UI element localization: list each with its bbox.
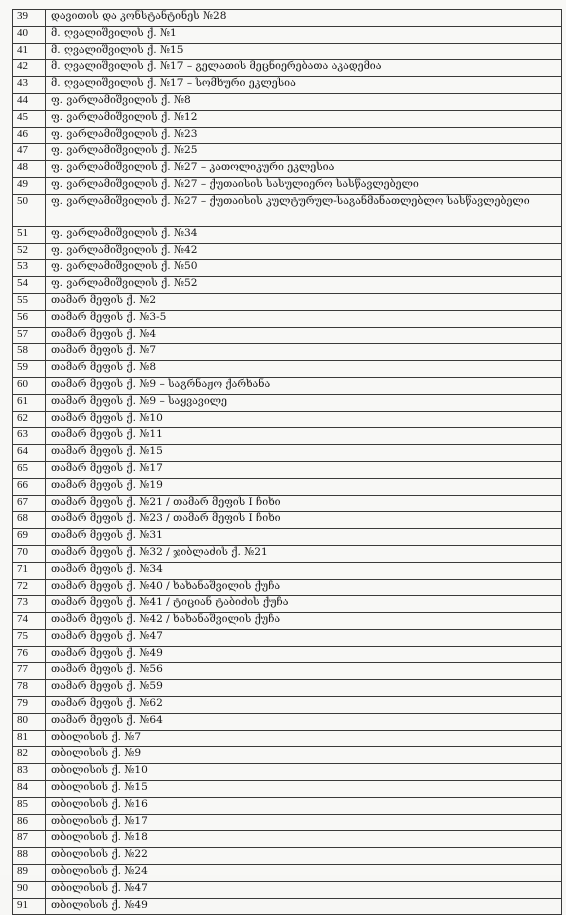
table-row (13, 646, 562, 663)
row-number: 56 (13, 310, 46, 327)
address-cell: თამარ მეფის ქ. №9 – საყვავილე (46, 394, 562, 411)
table-row (13, 77, 562, 94)
address-cell: ფ. ვარლამიშვილის ქ. №8 (46, 93, 562, 110)
address-cell: ფ. ვარლამიშვილის ქ. №27 – კათოლიკური ეკლესია (46, 161, 562, 178)
row-number: 72 (13, 579, 46, 596)
table-row (13, 881, 562, 898)
address-cell: თბილისის ქ. №16 (46, 797, 562, 814)
table-row (13, 831, 562, 848)
row-number: 57 (13, 327, 46, 344)
address-cell: თამარ მეფის ქ. №47 (46, 629, 562, 646)
row-number: 75 (13, 629, 46, 646)
row-number: 71 (13, 562, 46, 579)
address-cell: თამარ მეფის ქ. №62 (46, 697, 562, 714)
table-row (13, 26, 562, 43)
table-row (13, 110, 562, 127)
address-cell: თამარ მეფის ქ. №23 / თამარ მეფის I ჩიხი (46, 512, 562, 529)
row-number: 59 (13, 361, 46, 378)
table-row (13, 797, 562, 814)
row-number: 40 (13, 26, 46, 43)
table-row (13, 579, 562, 596)
address-cell: მ. ღვალიშვილის ქ. №17 – სომხური ეკლესია (46, 77, 562, 94)
address-cell: თბილისის ქ. №17 (46, 814, 562, 831)
address-cell: თამარ მეფის ქ. №42 / ხახანაშვილის ქუჩა (46, 613, 562, 630)
row-number: 91 (13, 898, 46, 915)
address-cell: თამარ მეფის ქ. №3-5 (46, 310, 562, 327)
row-number: 85 (13, 797, 46, 814)
address-cell: თამარ მეფის ქ. №40 / ხახანაშვილის ქუჩა (46, 579, 562, 596)
table-row (13, 127, 562, 144)
table-row (13, 461, 562, 478)
row-number: 44 (13, 93, 46, 110)
table-row (13, 194, 562, 226)
table-row (13, 629, 562, 646)
table-row (13, 310, 562, 327)
table-row (13, 293, 562, 310)
row-number: 82 (13, 747, 46, 764)
address-cell: ფ. ვარლამიშვილის ქ. №12 (46, 110, 562, 127)
table-row (13, 898, 562, 915)
address-cell: ფ. ვარლამიშვილის ქ. №27 – ქუთაისის სასულიერო სასწავლებელი (46, 177, 562, 194)
row-number: 51 (13, 226, 46, 243)
address-cell: თამარ მეფის ქ. №56 (46, 663, 562, 680)
address-cell: ფ. ვარლამიშვილის ქ. №50 (46, 260, 562, 277)
address-cell: თამარ მეფის ქ. №2 (46, 293, 562, 310)
table-row (13, 43, 562, 60)
table-row (13, 60, 562, 77)
table-row (13, 243, 562, 260)
row-number: 78 (13, 680, 46, 697)
row-number: 42 (13, 60, 46, 77)
row-number: 58 (13, 344, 46, 361)
table-row (13, 361, 562, 378)
table-row (13, 512, 562, 529)
table-row (13, 411, 562, 428)
row-number: 55 (13, 293, 46, 310)
address-cell: თამარ მეფის ქ. №21 / თამარ მეფის I ჩიხი (46, 495, 562, 512)
row-number: 70 (13, 545, 46, 562)
row-number: 39 (13, 10, 46, 27)
address-cell: ფ. ვარლამიშვილის ქ. №27 – ქუთაისის კულტურულ-საგანმანათლებლო სასწავლებელი (46, 194, 562, 226)
row-number: 54 (13, 277, 46, 294)
address-cell: ფ. ვარლამიშვილის ქ. №34 (46, 226, 562, 243)
row-number: 64 (13, 445, 46, 462)
row-number: 50 (13, 194, 46, 226)
row-number: 86 (13, 814, 46, 831)
row-number: 89 (13, 865, 46, 882)
address-cell: ფ. ვარლამიშვილის ქ. №42 (46, 243, 562, 260)
address-cell: თბილისის ქ. №9 (46, 747, 562, 764)
row-number: 62 (13, 411, 46, 428)
table-row (13, 445, 562, 462)
table-row (13, 529, 562, 546)
row-number: 79 (13, 697, 46, 714)
address-cell: მ. ღვალიშვილის ქ. №1 (46, 26, 562, 43)
row-number: 81 (13, 730, 46, 747)
address-cell: თამარ მეფის ქ. №59 (46, 680, 562, 697)
address-cell: თბილისის ქ. №10 (46, 764, 562, 781)
address-cell: თამარ მეფის ქ. №10 (46, 411, 562, 428)
row-number: 77 (13, 663, 46, 680)
address-cell: თბილისის ქ. №49 (46, 898, 562, 915)
row-number: 65 (13, 461, 46, 478)
address-cell: თამარ მეფის ქ. №15 (46, 445, 562, 462)
table-row (13, 697, 562, 714)
row-number: 63 (13, 428, 46, 445)
table-row (13, 495, 562, 512)
row-number: 48 (13, 161, 46, 178)
row-number: 46 (13, 127, 46, 144)
address-cell: თამარ მეფის ქ. №17 (46, 461, 562, 478)
address-cell: თამარ მეფის ქ. №31 (46, 529, 562, 546)
row-number: 47 (13, 144, 46, 161)
table-row (13, 177, 562, 194)
row-number: 76 (13, 646, 46, 663)
row-number: 88 (13, 848, 46, 865)
table-row (13, 730, 562, 747)
table-row (13, 865, 562, 882)
address-cell: მ. ღვალიშვილის ქ. №15 (46, 43, 562, 60)
address-cell: თბილისის ქ. №22 (46, 848, 562, 865)
row-number: 90 (13, 881, 46, 898)
table-row (13, 260, 562, 277)
address-cell: თამარ მეფის ქ. №9 – საგრნაჟო ქარხანა (46, 377, 562, 394)
address-cell: ფ. ვარლამიშვილის ქ. №52 (46, 277, 562, 294)
row-number: 80 (13, 713, 46, 730)
address-cell: თამარ მეფის ქ. №64 (46, 713, 562, 730)
row-number: 49 (13, 177, 46, 194)
table-row (13, 613, 562, 630)
row-number: 41 (13, 43, 46, 60)
table-row (13, 93, 562, 110)
table-row (13, 161, 562, 178)
address-cell: თბილისის ქ. №47 (46, 881, 562, 898)
address-table (12, 9, 562, 915)
table-row (13, 428, 562, 445)
table-row (13, 764, 562, 781)
table-row (13, 10, 562, 27)
address-cell: თამარ მეფის ქ. №7 (46, 344, 562, 361)
row-number: 43 (13, 77, 46, 94)
table-row (13, 848, 562, 865)
address-cell: თამარ მეფის ქ. №34 (46, 562, 562, 579)
address-cell: თბილისის ქ. №7 (46, 730, 562, 747)
address-cell: თამარ მეფის ქ. №32 / ჯიბლაძის ქ. №21 (46, 545, 562, 562)
table-row (13, 545, 562, 562)
table-row (13, 377, 562, 394)
table-row (13, 680, 562, 697)
address-cell: თბილისის ქ. №15 (46, 781, 562, 798)
table-row (13, 478, 562, 495)
table-row (13, 344, 562, 361)
row-number: 83 (13, 764, 46, 781)
address-cell: დავითის და კონსტანტინეს №28 (46, 10, 562, 27)
table-row (13, 394, 562, 411)
address-cell: ფ. ვარლამიშვილის ქ. №25 (46, 144, 562, 161)
table-row (13, 814, 562, 831)
row-number: 60 (13, 377, 46, 394)
row-number: 61 (13, 394, 46, 411)
row-number: 87 (13, 831, 46, 848)
table-row (13, 596, 562, 613)
address-cell: თამარ მეფის ქ. №41 / ტიციან ტაბიძის ქუჩა (46, 596, 562, 613)
table-row (13, 277, 562, 294)
address-cell: მ. ღვალიშვილის ქ. №17 – გელათის მეცნიერებათა აკადემია (46, 60, 562, 77)
table-row (13, 663, 562, 680)
row-number: 67 (13, 495, 46, 512)
address-cell: თამარ მეფის ქ. №8 (46, 361, 562, 378)
table-row (13, 327, 562, 344)
address-cell: თბილისის ქ. №24 (46, 865, 562, 882)
table-row (13, 747, 562, 764)
table-row (13, 562, 562, 579)
table-row (13, 144, 562, 161)
address-cell: თამარ მეფის ქ. №19 (46, 478, 562, 495)
address-cell: ფ. ვარლამიშვილის ქ. №23 (46, 127, 562, 144)
table-row (13, 781, 562, 798)
address-cell: თბილისის ქ. №18 (46, 831, 562, 848)
table-row (13, 713, 562, 730)
row-number: 53 (13, 260, 46, 277)
row-number: 52 (13, 243, 46, 260)
row-number: 73 (13, 596, 46, 613)
row-number: 45 (13, 110, 46, 127)
row-number: 68 (13, 512, 46, 529)
row-number: 66 (13, 478, 46, 495)
row-number: 69 (13, 529, 46, 546)
address-cell: თამარ მეფის ქ. №11 (46, 428, 562, 445)
table-row (13, 226, 562, 243)
address-cell: თამარ მეფის ქ. №4 (46, 327, 562, 344)
row-number: 74 (13, 613, 46, 630)
address-cell: თამარ მეფის ქ. №49 (46, 646, 562, 663)
row-number: 84 (13, 781, 46, 798)
